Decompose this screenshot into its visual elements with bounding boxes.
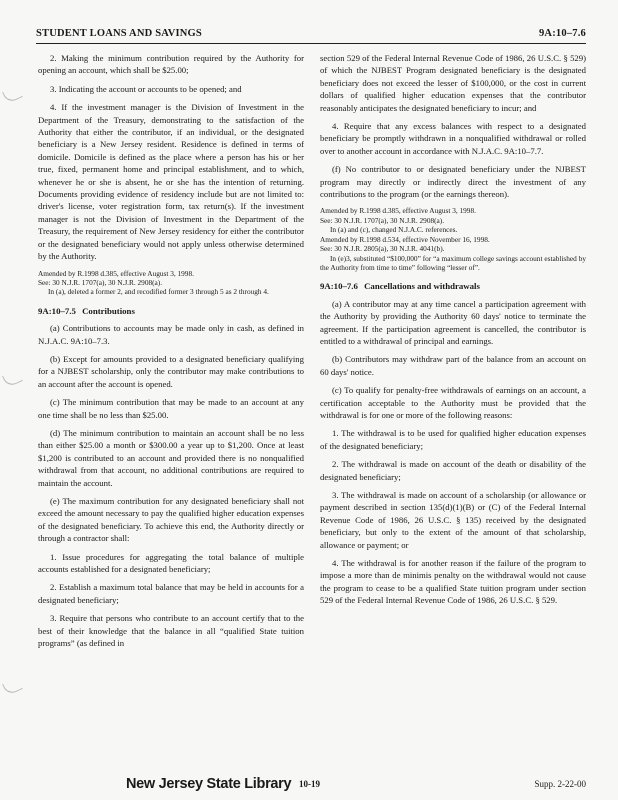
history-note: Amended by R.1998 d.385, effective August 3, 1998. [38, 268, 194, 278]
paragraph: 2. Establish a maximum total balance that may be held in accounts for a designated beneficiary; [38, 582, 304, 605]
binder-hole-mark [2, 677, 23, 696]
paragraph: (b) Except for amounts provided to a designated beneficiary qualifying for a NJBEST scholarship, only the contributor may make contributions to an account after the account is opened. [38, 353, 304, 389]
header-title: STUDENT LOANS AND SAVINGS [36, 28, 202, 39]
paragraph: (b) Contributors may withdraw part of the balance from an account on 60 days' notice. [320, 354, 586, 377]
history-notes [38, 269, 304, 297]
section-number: 9A:10–7.6 [320, 281, 358, 292]
history-note: See: 30 N.J.R. 1707(a), 30 N.J.R. 2908(a). [38, 277, 163, 287]
paragraph: 3. Require that persons who contribute to an account certify that to the best of their knowledge that the balance in all “qualified State tuition programs” (as defined in [38, 613, 304, 649]
page-footer [36, 776, 586, 796]
paragraph: (a) Contributions to accounts may be made only in cash, as defined in N.J.A.C. 9A:10–7.3. [38, 323, 304, 346]
paragraph: (f) No contributor to or designated beneficiary under the NJBEST program may directly or indirectly direct the investment of any contributions to the program (or the earnings thereon). [320, 164, 586, 200]
paragraph: 1. Issue procedures for aggregating the total balance of multiple accounts established for a designated beneficiary; [38, 551, 304, 575]
paragraph: section 529 of the Federal Internal Revenue Code of 1986, 26 U.S.C. § 529) of which the NJBEST Program designated beneficiary is the designated beneficiary does not exceed the lesser of $100,000, or the cost in current dollars of qualified higher education expenses that the contributor reasonably anticipates the designated beneficiary to incur; and [320, 53, 586, 113]
section-heading [38, 305, 304, 317]
history-note: See: 30 N.J.R. 2805(a), 30 N.J.R. 4041(b). [320, 244, 445, 254]
paragraph: 3. The withdrawal is made on account of a scholarship (or allowance or payment described in section 135(d)(1)(B) or (C) of the Federal Internal Revenue Code of 1986, 26 U.S.C. § 135) received by the designated beneficiary, but only to the extent of the amount of that scholarship, allowance or payment; or [320, 490, 586, 550]
history-note: Amended by R.1998 d.385, effective August 3, 1998. [320, 206, 476, 216]
paragraph: (d) The minimum contribution to maintain an account shall be no less than either $25.00 a month or $300.00 a year up to $1,200. Once at least $1,200 is contributed to an account and provided there is no nonqualified withdrawal from that account, no additional contributions are required to maintain the account. [38, 427, 304, 488]
history-note: See: 30 N.J.R. 1707(a), 30 N.J.R. 2908(a). [320, 215, 445, 225]
paragraph: 4. Require that any excess balances with respect to a designated beneficiary be promptly withdrawn in a nonqualified withdrawal or rolled over to another account in accordance with N.J.A.C. 9A:10–7.7. [320, 121, 586, 156]
paragraph: 4. The withdrawal is for another reason if the failure of the program to impose a more than de minimis penalty on the withdrawal would not cause the program to cease to be a qualified State tuition program under section 529 of the Federal Internal Revenue Code of 1986, 26 U.S.C. § 529. [320, 558, 586, 606]
paragraph: 1. The withdrawal is to be used for qualified higher education expenses of the designated beneficiary; [320, 428, 586, 451]
history-note: Amended by R.1998 d.534, effective November 16, 1998. [320, 234, 490, 244]
library-watermark: New Jersey State Library [126, 776, 292, 792]
section-title: Contributions [82, 305, 135, 316]
paragraph: (c) The minimum contribution that may be made to an account at any one time shall be no less than $25.00. [38, 397, 304, 420]
left-column [38, 52, 304, 655]
history-note: In (e)3, substituted “$100,000” for “a maximum college savings account established by the Authority from time to time” following “lesser of”. [320, 253, 586, 272]
running-header [36, 28, 586, 39]
binder-hole-mark [2, 85, 23, 104]
paragraph: 3. Indicating the account or accounts to be opened; and [50, 83, 242, 94]
paragraph: (c) To qualify for penalty-free withdrawals of earnings on an account, a certification acceptable to the Authority must be provided that the withdrawal is for one or more of the following reasons: [320, 385, 586, 420]
paragraph: (a) A contributor may at any time cancel a participation agreement with the Authority by providing the Authority 60 days' notice to terminate the agreement. If the participation agreement is cancelled, the contributor is entitled to a withdrawal of principal and earnings. [320, 298, 586, 346]
paragraph: (e) The maximum contribution for any designated beneficiary shall not exceed the amount necessary to pay the qualified higher education expenses of the designated beneficiary. To achieve this end, the Authority directly or through a contractor shall: [38, 496, 304, 544]
section-heading [320, 280, 586, 292]
history-note: In (a), deleted a former 2, and recodified former 3 through 5 as 2 through 4. [48, 287, 269, 297]
header-section: 9A:10–7.6 [538, 28, 586, 39]
section-number: 9A:10–7.5 [38, 305, 76, 316]
page-number: 10-19 [299, 779, 320, 789]
header-rule [36, 43, 586, 44]
history-note: In (a) and (c), changed N.J.A.C. references. [330, 225, 458, 235]
history-notes [320, 206, 586, 272]
supplement-date: Supp. 2-22-00 [534, 779, 586, 789]
paragraph: 2. The withdrawal is made on account of the death or disability of the designated beneficiary; [320, 459, 586, 482]
section-title: Cancellations and withdrawals [364, 281, 480, 292]
paragraph: 2. Making the minimum contribution required by the Authority for opening an account, which shall be $25.00; [38, 53, 304, 76]
paragraph: 4. If the investment manager is the Division of Investment in the Department of the Treasury, demonstrating to the satisfaction of the Authority that either the contributor, if an individual, or the designated beneficiary is a New Jersey resident. Residence is defined in terms of domicile. Domicile is defined as the place where a person has his or her true, fixed, permanent home and principal establishment, and to which, whenever he or she is absent, he or she has the intention of returning. Documents providing evidence of residency include but are not limited to: driver's license, voter registration form, tax return(s). If the investment manager is not the Division of Investment in the Department of the Treasury, the requirement of New Jersey residency for either the contributor or the designated beneficiary would not apply unless otherwise determined by the Authority. [38, 102, 304, 262]
binder-hole-mark [2, 369, 23, 388]
right-column [320, 52, 586, 613]
